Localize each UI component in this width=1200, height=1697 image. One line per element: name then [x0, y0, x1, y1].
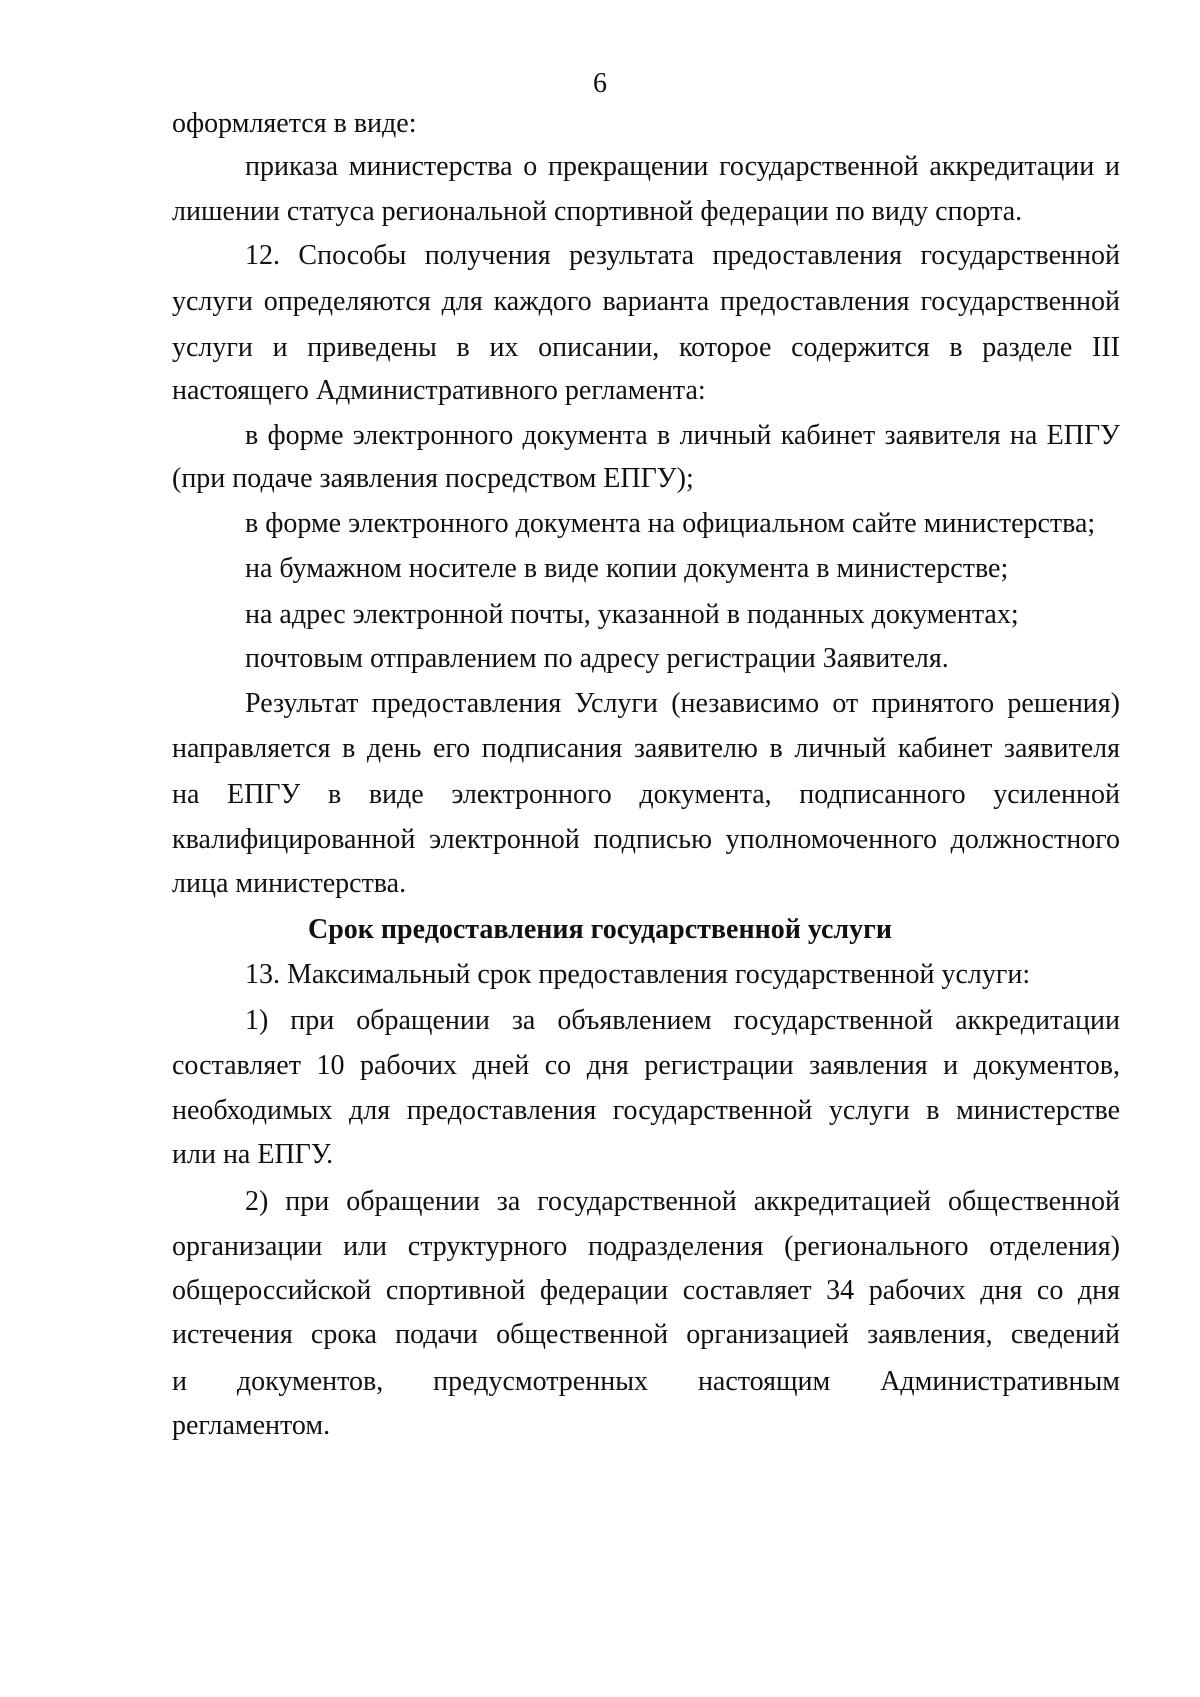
text-line: лица министерства. — [172, 868, 407, 899]
text-line: на адрес электронной почты, указанной в поданных документах; — [245, 599, 1019, 630]
text-line: 12. Способы получения результата предоставления государственной — [245, 240, 1120, 271]
section-heading: Срок предоставления государственной услуги — [308, 914, 892, 945]
text-line: (при подаче заявления посредством ЕПГУ); — [172, 463, 694, 494]
text-line: 1) при обращении за объявлением государственной аккредитации — [245, 1005, 1120, 1036]
text-line: 2) при обращении за государственной аккредитацией общественной — [245, 1186, 1120, 1217]
text-line: составляет 10 рабочих дней со дня регистрации заявления и документов, — [172, 1050, 1120, 1081]
text-line: услуги и приведены в их описании, которое содержится в разделе III — [172, 332, 1120, 363]
text-line: Результат предоставления Услуги (независимо от принятого решения) — [245, 688, 1120, 719]
text-line: на бумажном носителе в виде копии документа в министерстве; — [245, 553, 1009, 584]
text-line: необходимых для предоставления государственной услуги в министерстве — [172, 1095, 1120, 1126]
text-line: на ЕПГУ в виде электронного документа, подписанного усиленной — [172, 779, 1120, 810]
text-line: оформляется в виде: — [172, 108, 417, 139]
text-line: в форме электронного документа на официальном сайте министерства; — [245, 508, 1096, 539]
text-line: или на ЕПГУ. — [172, 1139, 334, 1170]
text-line: настоящего Административного регламента: — [172, 375, 706, 406]
text-line: и документов, предусмотренных настоящим Административным — [172, 1366, 1120, 1397]
text-line: услуги определяются для каждого варианта предоставления государственной — [172, 286, 1120, 317]
text-line: 13. Максимальный срок предоставления государственной услуги: — [245, 959, 1031, 990]
text-line: организации или структурного подразделения (регионального отделения) — [172, 1231, 1120, 1262]
page-number: 6 — [593, 68, 607, 99]
text-line: в форме электронного документа в личный кабинет заявителя на ЕПГУ — [245, 420, 1120, 451]
text-line: квалифицированной электронной подписью уполномоченного должностного — [172, 824, 1120, 855]
text-line: истечения срока подачи общественной организацией заявления, сведений — [172, 1319, 1120, 1350]
text-line: почтовым отправлением по адресу регистрации Заявителя. — [245, 643, 949, 674]
text-line: регламентом. — [172, 1410, 331, 1441]
text-line: приказа министерства о прекращении государственной аккредитации и — [245, 151, 1120, 182]
text-line: общероссийской спортивной федерации составляет 34 рабочих дня со дня — [172, 1275, 1120, 1306]
text-line: лишении статуса региональной спортивной федерации по виду спорта. — [172, 196, 1023, 227]
text-line: направляется в день его подписания заявителю в личный кабинет заявителя — [172, 733, 1120, 764]
